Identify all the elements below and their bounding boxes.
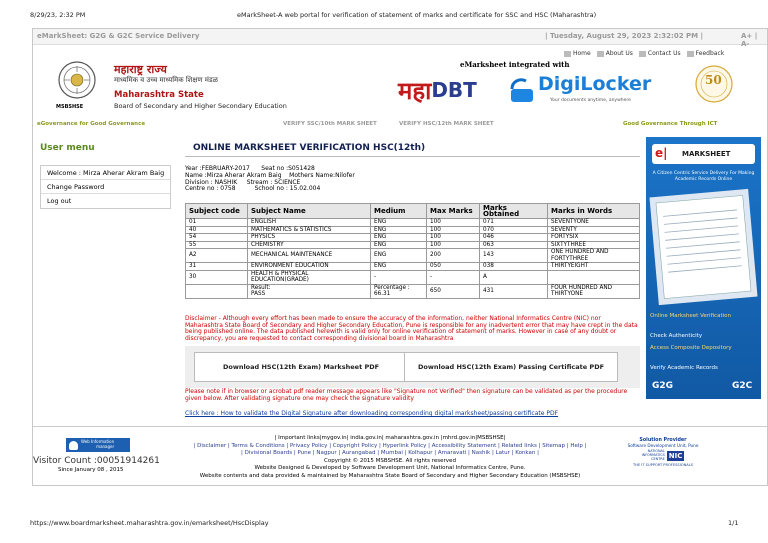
nic-logo	[622, 450, 704, 461]
table-cell: 071	[480, 219, 548, 227]
golden-jubilee-emblem	[694, 64, 734, 104]
marks-header-row	[186, 204, 640, 219]
disclaimer: Disclaimer - Although every effort has been made to ensure the accuracy of the information, neither National Informatics Centre (NIC) nor Maharashtra State Board of Secondary and Higher Secondary Education, Pune is responsible for any inadvertent error that may have crept in the data being published online. The data published herewith is valid only for online verification of statement of marks. However in case of any doubt or discrepancy, you are requested to contact corresponding divisional board in Maharashtra	[185, 315, 638, 343]
col-subject-code: Subject code	[186, 204, 248, 219]
board-name: Board of Secondary and Higher Secondary Education	[114, 102, 287, 110]
user-menu	[40, 165, 171, 209]
total-cell	[548, 284, 640, 298]
downloads-panel	[185, 346, 640, 388]
about-link[interactable]	[597, 50, 633, 57]
menu-item-welcome: Welcome : Mirza Aherar Akram Baig	[41, 166, 170, 180]
about-icon	[597, 51, 604, 57]
table-cell: 143	[480, 249, 548, 263]
board-abbr: MSBSHSE	[56, 104, 84, 110]
web-info-manager-badge	[66, 438, 130, 452]
table-cell: A2	[186, 249, 248, 263]
top-bar	[33, 29, 767, 48]
total-cell-text: 650	[430, 287, 441, 294]
badge-text	[81, 440, 114, 449]
contact-icon	[639, 51, 646, 57]
table-row	[186, 241, 640, 249]
current-datetime: | Tuesday, August 29, 2023 2:32:02 PM |	[545, 32, 704, 40]
col-medium: Medium	[371, 204, 427, 219]
marks-table	[185, 203, 640, 299]
footer-designed-by: Website Designed & Developed by Software Development Unit, National Informatics Centre, Pune.	[254, 465, 526, 472]
digilocker-icon	[508, 75, 536, 105]
total-cell-text: 431	[483, 287, 494, 294]
person-icon	[69, 441, 78, 450]
promo-g2g: G2G	[652, 381, 674, 391]
table-cell: 100	[427, 226, 480, 234]
promo-brand-box	[652, 144, 755, 164]
service-title: eMarkSheet: G2G & G2C Service Delivery	[37, 32, 200, 40]
board-marathi-name: माध्यमिक व उच्च माध्यमिक शिक्षण मंडळ	[114, 76, 218, 84]
table-cell: 050	[427, 263, 480, 271]
contact-label: Contact Us	[647, 50, 681, 57]
table-cell: -	[371, 270, 427, 284]
total-cell	[427, 284, 480, 298]
table-cell: ENG	[371, 249, 427, 263]
home-label: Home	[573, 50, 591, 57]
table-cell: CHEMISTRY	[248, 241, 371, 249]
print-url: https://www.boardmarksheet.maharashtra.gov.in/emarksheet/HscDisplay	[30, 519, 269, 527]
footer-divisional-boards[interactable]: | Divisional Boards | Pune | Nagpur | Aurangabad | Mumbai | Kolhapur | Amaravati | Nashik | Latur | Konkan |	[241, 450, 539, 457]
table-row	[186, 270, 640, 284]
egov-slogan: eGovernance for Good Governance	[37, 121, 146, 127]
verify-hsc-link[interactable]: VERIFY HSC/12th MARK SHEET	[399, 121, 494, 127]
nav-strip	[33, 118, 767, 131]
table-cell: 55	[186, 241, 248, 249]
table-cell: 100	[427, 241, 480, 249]
col-subject-name: Subject Name	[248, 204, 371, 219]
promo-tagline: A Citizen Centric Service Delivery For Making Academic Records Online	[652, 171, 755, 182]
nic-text-2: INFORMATICS	[641, 452, 665, 457]
board-emblem	[56, 60, 98, 104]
total-cell-text: 66.31	[374, 291, 391, 297]
footer-copyright: Copyright © 2015 MSBSHSE. All rights reserved	[324, 457, 456, 464]
validate-signature-link[interactable]: Click here : How to validate the Digital Signature after downloading corresponding digital marksheet/passing certificate PDF	[185, 410, 559, 417]
print-datetime: 8/29/23, 2:32 PM	[30, 11, 86, 19]
total-cell-text: PASS	[251, 291, 266, 297]
table-cell: THIRTYEIGHT	[548, 263, 640, 271]
footer	[160, 435, 620, 481]
table-cell: -	[427, 270, 480, 284]
feedback-label: Feedback	[695, 50, 725, 57]
table-cell: ENG	[371, 241, 427, 249]
col-max-marks: Max Marks	[427, 204, 480, 219]
banner	[398, 71, 690, 113]
promo-feature-verification: Online Marksheet Verification	[650, 313, 731, 319]
table-cell: ENVIRONMENT EDUCATION	[248, 263, 371, 271]
nic-text-3: CENTRE	[651, 456, 665, 461]
promo-brand-e: e|	[655, 146, 668, 160]
table-cell: 100	[427, 219, 480, 227]
table-total-row	[186, 284, 640, 298]
print-title: eMarkSheet-A web portal for verification of statement of marks and certificate for SSC and HSC (Maharashtra)	[237, 11, 597, 19]
table-cell: 100	[427, 234, 480, 242]
footer-policy-links[interactable]: | Disclaimer | Terms & Conditions | Privacy Policy | Copyright Policy | Hyperlink Policy | Accessibility Statement | Related links | Sitemap | Help |	[193, 442, 587, 449]
table-cell: 54	[186, 234, 248, 242]
board-state: Maharashtra State	[114, 90, 204, 100]
table-row	[186, 263, 640, 271]
promo-marksheet-image	[649, 189, 757, 305]
student-name: Name :Mirza Aherar Akram Baig Mothers Name:Nilofer	[185, 171, 355, 179]
table-cell: 046	[480, 234, 548, 242]
contact-link[interactable]	[639, 50, 681, 57]
total-cell	[480, 284, 548, 298]
col-marks-obtained: Marks Obtained	[480, 204, 548, 219]
home-icon	[564, 51, 571, 57]
table-cell: A	[480, 270, 548, 284]
table-cell: PHYSICS	[248, 234, 371, 242]
col-marks-words: Marks in Words	[548, 204, 640, 219]
table-cell: ENGLISH	[248, 219, 371, 227]
top-links	[564, 50, 724, 57]
table-cell: SEVENTY	[548, 226, 640, 234]
nic-tag: THE IT SUPPORT PROFESSIONALS	[632, 463, 694, 468]
title-divider	[185, 156, 640, 157]
student-division: Division : NASHIK Stream : SCIENCE	[185, 178, 301, 186]
feedback-link[interactable]	[687, 50, 725, 57]
table-cell: HEALTH & PHYSICAL EDUCATION(GRADE)	[248, 270, 371, 284]
table-cell: 31	[186, 263, 248, 271]
promo-feature-authenticity: Check Authenticity	[650, 333, 703, 339]
promo-brand-name: MARKSHEET	[682, 150, 731, 158]
table-cell: 30	[186, 270, 248, 284]
promo-g2c: G2C	[732, 381, 753, 391]
marks-body	[186, 219, 640, 299]
table-row	[186, 219, 640, 227]
student-year-seat: Year :FEBRUARY-2017 Seat no :S051428	[185, 165, 315, 172]
mahadbt-text-b: DBT	[431, 78, 477, 102]
total-cell	[186, 284, 248, 298]
table-cell: MATHEMATICS & STATISTICS	[248, 226, 371, 234]
table-row	[186, 234, 640, 242]
table-cell: 063	[480, 241, 548, 249]
nic-fullname	[642, 450, 665, 461]
table-row	[186, 226, 640, 234]
footer-important-links[interactable]: | Important links|mygov.in| india.gov.in| maharashtra.gov.in |mhrd.gov.in|MSBSHSE|	[274, 435, 506, 441]
badge-title: Web Information	[81, 439, 115, 445]
promo-feature-records: Verify Academic Records	[650, 365, 718, 371]
signature-note: Please note if in browser or acrobat pdf reader message appears like "Signature not Verified" then signature can be validated as per the procedure given below. After validating signature one may check the signature validity	[185, 388, 628, 402]
total-cell	[371, 284, 427, 298]
table-cell: ENG	[371, 234, 427, 242]
table-cell: 200	[427, 249, 480, 263]
table-cell: 038	[480, 263, 548, 271]
verify-ssc-link[interactable]: VERIFY SSC/10th MARK SHEET	[283, 121, 377, 127]
table-cell: SEVENTYONE	[548, 219, 640, 227]
mahadbt-text-a: महा	[398, 75, 432, 105]
print-page: 1/1	[728, 519, 739, 527]
table-row	[186, 249, 640, 263]
nic-logo-mark: NIC	[668, 451, 683, 460]
table-cell: ENG	[371, 263, 427, 271]
total-cell-text: FOUR HUNDRED AND THIRTYONE	[551, 284, 613, 297]
student-info	[185, 166, 355, 193]
nic-block	[622, 438, 704, 467]
table-cell: ENG	[371, 226, 427, 234]
home-link[interactable]	[564, 50, 591, 57]
about-label: About Us	[605, 50, 633, 57]
download-marksheet-button[interactable]: Download HSC(12th Exam) Marksheet PDF	[194, 352, 408, 382]
visitor-count: Visitor Count :00051914261	[33, 456, 160, 466]
table-cell: ENG	[371, 219, 427, 227]
digilocker-title: DigiLocker	[538, 73, 652, 95]
footer-divider	[33, 426, 767, 427]
table-cell: 01	[186, 219, 248, 227]
total-cell-text: Percentage :	[374, 284, 410, 291]
table-cell: ONE HUNDRED AND FORTYTHREE	[548, 249, 640, 263]
nic-text-1: NATIONAL	[647, 449, 665, 453]
menu-item-change-password[interactable]: Change Password	[41, 180, 170, 194]
table-cell: FORTYSIX	[548, 234, 640, 242]
digilocker-tagline: Your documents anytime, anywhere	[550, 98, 631, 103]
table-cell: MECHANICAL MAINTENANCE	[248, 249, 371, 263]
footer-maintained-by: Website contents and data provided & maintained by Maharashtra State Board of Secondary and Higher Secondary Education (MSBSHSE)	[199, 472, 581, 479]
download-certificate-button[interactable]: Download HSC(12th Exam) Passing Certificate PDF	[404, 352, 618, 382]
feedback-icon	[687, 51, 694, 57]
page-title: ONLINE MARKSHEET VERIFICATION HSC(12th)	[193, 143, 426, 153]
student-centre: Centre no : 0758 School no : 15.02.004	[185, 185, 321, 193]
mahadbt-logo	[398, 73, 508, 107]
nic-sub: Software Development Unit, Pune	[627, 443, 699, 448]
integrated-label: eMarksheet integrated with	[460, 60, 570, 69]
total-cell-text: Result:	[251, 284, 271, 291]
badge-sub: manager	[96, 444, 115, 449]
table-cell: 40	[186, 226, 248, 234]
visitor-since: Since January 08 , 2015	[58, 467, 124, 473]
good-governance-slogan: Good Governance Through ICT	[623, 121, 718, 127]
menu-item-logout[interactable]: Log out	[47, 197, 72, 205]
emarksheet-promo	[646, 137, 761, 399]
golden-jubilee-number: 50	[705, 73, 722, 87]
user-menu-heading: User menu	[40, 143, 95, 153]
nic-title: Solution Provider	[639, 438, 687, 443]
total-cell	[248, 284, 371, 298]
board-marathi-state: महाराष्ट्र राज्य	[114, 63, 167, 76]
font-size-toggle[interactable]: A+ | A-	[741, 32, 758, 48]
table-cell	[548, 270, 640, 284]
promo-feature-depository: Access Composite Depository	[650, 345, 732, 351]
table-cell: 070	[480, 226, 548, 234]
table-cell: SIXTYTHREE	[548, 241, 640, 249]
